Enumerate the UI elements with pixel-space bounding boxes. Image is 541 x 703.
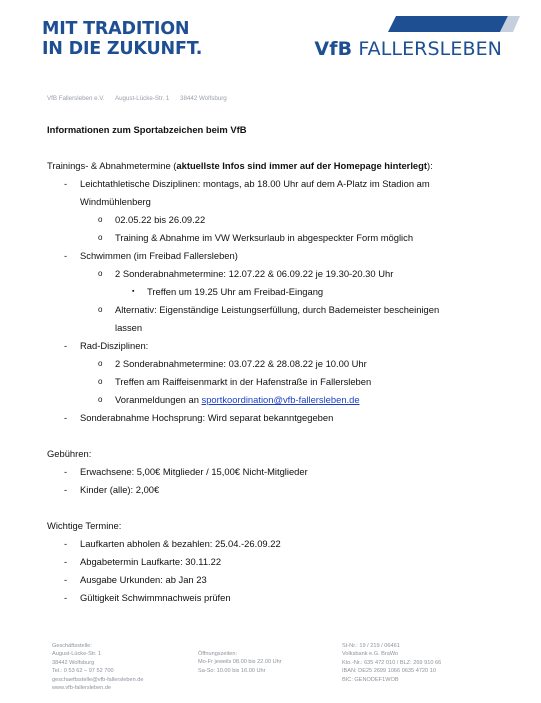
slogan (42, 19, 202, 59)
fee-children: Kinder (alle): 2,00€ (80, 484, 160, 495)
square-bullet: ▪ (132, 288, 135, 295)
high-jump-text: Sonderabnahme Hochsprung: Wird separat bekanntgegeben (80, 412, 334, 423)
cycling-label: Rad-Disziplinen: (80, 340, 149, 351)
slogan-line-1: MIT TRADITION (42, 19, 190, 39)
footer-line: Mo-Fr jeweils 08.00 bis 22.00 Uhr (198, 659, 282, 666)
email-link[interactable]: sportkoordination@vfb-fallersleben.de (201, 394, 360, 405)
fee-adults: Erwachsene: 5,00€ Mitglieder / 15,00€ Nicht-Mitglieder (80, 466, 308, 477)
swimming-alternative: Alternativ: Eigenständige Leistungserfüllung, durch Bademeister bescheinigen (115, 304, 440, 315)
date-item-4: Gültigkeit Schwimmnachweis prüfen (80, 592, 231, 603)
slogan-line-2: IN DIE ZUKUNFT. (42, 39, 203, 59)
circle-bullet: o (98, 377, 103, 386)
list-subitem (47, 391, 517, 409)
list-item-date (47, 571, 517, 589)
date-item-3: Ausgabe Urkunden: ab Jan 23 (80, 574, 207, 585)
sender-line (47, 95, 236, 102)
list-item-fee (47, 481, 517, 499)
circle-bullet: o (98, 305, 103, 314)
intro-bold: aktuellste Infos sind immer auf der Homepage hinterlegt (176, 160, 427, 171)
date-item-1: Laufkarten abholen & bezahlen: 25.04.-26.09.22 (80, 538, 281, 549)
swimming-label: Schwimmen (im Freibad Fallersleben) (80, 250, 238, 261)
list-subsubitem (47, 283, 517, 301)
dash-bullet: - (64, 178, 68, 189)
cycling-meeting: Treffen am Raiffeisenmarkt in der Hafenstraße in Fallersleben (115, 376, 372, 387)
page-title: Informationen zum Sportabzeichen beim VfB (47, 124, 247, 135)
list-item-athletics (47, 175, 517, 193)
circle-bullet: o (98, 215, 103, 224)
list-subitem (47, 211, 517, 229)
sender-street: August-Lücke-Str. 1 (114, 95, 170, 102)
logo-text-rest: FALLERSLEBEN (358, 38, 502, 60)
training-intro (47, 157, 517, 175)
cycling-registration-prefix: Voranmeldungen an (115, 394, 202, 405)
swimming-meeting: Treffen um 19.25 Uhr am Freibad-Eingang (147, 286, 324, 297)
footer-office (52, 642, 144, 692)
footer-line: Geschäftsstelle: (52, 643, 92, 649)
sender-city: 38442 Wolfsburg (180, 95, 227, 102)
footer-line: St-Nr.: 19 / 219 / 06461 (342, 643, 400, 649)
list-subitem (47, 301, 517, 319)
letter-body (47, 121, 517, 607)
vfb-logo (314, 12, 520, 62)
circle-bullet: o (98, 233, 103, 242)
dash-bullet: - (64, 250, 68, 261)
swimming-alternative-cont: lassen (115, 322, 143, 333)
athletics-line-1: Leichtathletische Disziplinen: montags, ab 18.00 Uhr auf dem A-Platz im Stadion am (80, 178, 430, 189)
dash-bullet: - (64, 466, 68, 477)
list-item-date (47, 535, 517, 553)
dash-bullet: - (64, 340, 68, 351)
dash-bullet: - (64, 592, 68, 603)
athletics-note: Training & Abnahme im VW Werksurlaub in abgespeckter Form möglich (115, 232, 414, 243)
sender-name: VfB Fallersleben e.V. (47, 95, 105, 102)
logo-stripes-icon (350, 12, 520, 36)
list-item-date (47, 553, 517, 571)
list-item-athletics-cont (47, 193, 517, 211)
footer-line: Volksbank e.G. BraWo (342, 651, 399, 658)
footer-line: Öffnungszeiten: (198, 651, 238, 657)
list-subitem (47, 265, 517, 283)
footer-line: Kto.-Nr.: 635 472 010 / BLZ: 269 910 66 (342, 659, 442, 666)
footer-hours (198, 650, 282, 675)
footer-line: Tel.: 0 53 62 – 97 52 700 (52, 668, 114, 675)
list-item-swimming (47, 247, 517, 265)
footer-line: 38442 Wolfsburg (52, 659, 95, 666)
logo-text-bold: VfB (314, 38, 353, 60)
footer-bank (342, 642, 441, 684)
footer-line: geschaeftsstelle@vfb-fallersleben.de (52, 676, 144, 683)
dash-bullet: - (64, 484, 68, 495)
dash-bullet: - (64, 412, 68, 423)
dash-bullet: - (64, 538, 68, 549)
list-subitem-cont (47, 319, 517, 337)
circle-bullet: o (98, 395, 103, 404)
athletics-line-2: Windmühlenberg (80, 196, 151, 207)
circle-bullet: o (98, 269, 103, 278)
list-item-high-jump (47, 409, 517, 427)
date-item-2: Abgabetermin Laufkarte: 30.11.22 (80, 556, 222, 567)
swimming-dates: 2 Sonderabnahmetermine: 12.07.22 & 06.09.22 je 19.30-20.30 Uhr (115, 268, 394, 279)
footer-line: Sa-So: 10.00 bis 16.00 Uhr (198, 667, 266, 674)
footer-line: August-Lücke-Str. 1 (52, 651, 102, 658)
list-item-cycling (47, 337, 517, 355)
list-subitem (47, 355, 517, 373)
dates-heading: Wichtige Termine: (47, 520, 122, 531)
dash-bullet: - (64, 574, 68, 585)
list-item-fee (47, 463, 517, 481)
footer-line: BIC: GENODEF1WOB (342, 676, 399, 683)
dash-bullet: - (64, 556, 68, 567)
list-item-date (47, 589, 517, 607)
circle-bullet: o (98, 359, 103, 368)
athletics-period: 02.05.22 bis 26.09.22 (115, 214, 206, 225)
list-subitem (47, 229, 517, 247)
fees-heading: Gebühren: (47, 448, 92, 459)
footer-line: www.vfb-fallersleben.de (52, 685, 112, 692)
list-subitem (47, 373, 517, 391)
cycling-dates: 2 Sonderabnahmetermine: 03.07.22 & 28.08.22 je 10.00 Uhr (115, 358, 367, 369)
footer-line: IBAN: DE25 2699 1066 0635 4720 10 (342, 668, 436, 675)
intro-prefix: Trainings- & Abnahmetermine ( (47, 160, 177, 171)
logo-text (314, 38, 502, 60)
intro-suffix: ): (426, 160, 433, 171)
